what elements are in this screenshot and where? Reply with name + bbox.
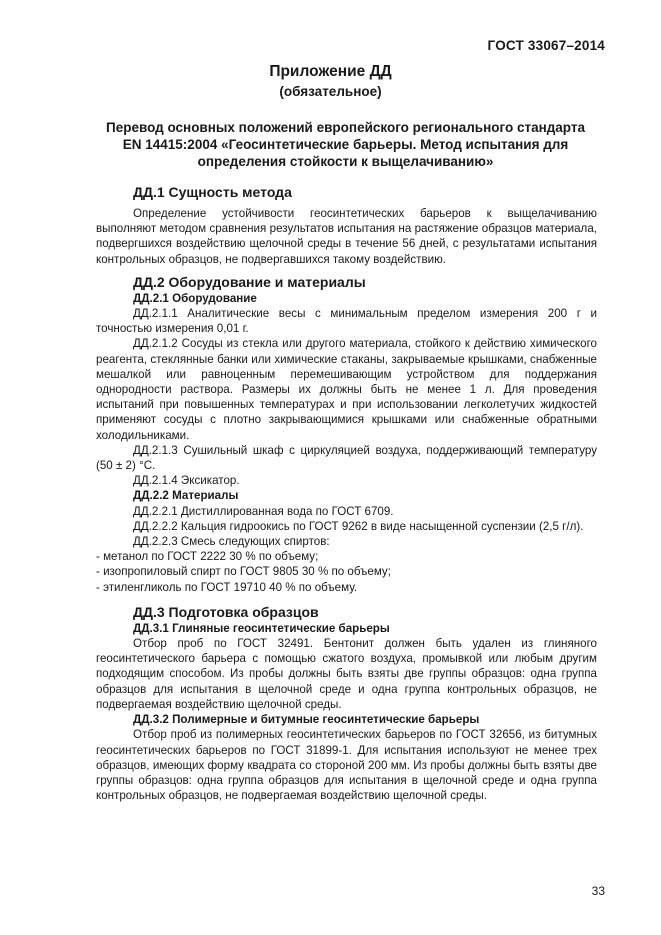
document-title: Перевод основных положений европейского регионального стандарта EN 14415:2004 «Геосинтетические барьеры. Метод испытания для определения стойкости к выщелачиванию» bbox=[105, 120, 585, 169]
paragraph: Определение устойчивости геосинтетических барьеров к выщелачиванию выполняют методом сравнения результатов испытания на растяжение образцов материала, подвергшихся воздействию щелочной среды в течение 56 дней, с результатами испытания контрольных образцов, не подвергавшихся такому воздействию. bbox=[96, 207, 597, 266]
appendix-title: Приложение ДД bbox=[269, 63, 392, 80]
paragraph: ДД.2.2.3 Смесь следующих спиртов: bbox=[133, 535, 330, 549]
paragraph: Отбор проб по ГОСТ 32491. Бентонит должен быть удален из глиняного геосинтетического барьера с помощью сжатого воздуха, промывкой или любым другим подходящим способом. Из пробы должны быть взяты две группы образцов: одна группа образцов для испытания в щелочной среде и одна группа контрольных образцов, не подвергаемая воздействию щелочной среды. bbox=[96, 637, 597, 711]
paragraph: Отбор проб из полимерных геосинтетических барьеров по ГОСТ 32656, из битумных геосинтетических барьеров по ГОСТ 31899-1. Для испытания используют не менее трех образцов, имеющих форму квадрата со стороной 200 мм. Из пробы должны быть взяты две группы образцов: одна группа образцов для испытания в щелочной среде и одна группа контрольных образцов, не подвергаемая воздействию щелочной среды. bbox=[96, 728, 597, 803]
list-item: - этиленгликоль по ГОСТ 19710 40 % по объему. bbox=[96, 580, 358, 594]
subsection-heading: ДД.2.1 Оборудование bbox=[133, 291, 257, 305]
section-heading-3: ДД.3 Подготовка образцов bbox=[133, 603, 319, 620]
appendix-subtitle: (обязательное) bbox=[279, 84, 382, 99]
paragraph: ДД.2.1.2 Сосуды из стекла или другого материала, стойкого к действию химического реагента, стеклянные банки или химические стаканы, закрываемые крышками, снабженные мешалкой или равноценным перемешивающим устройством для поддержания однородности раствора. Размеры их должны быть не менее 1 л. Для проведения испытаний при повышенных температурах и при использовании легколетучих жидкостей применяют сосуды с плотно закрывающимися крышками или снабженные обратными холодильниками. bbox=[96, 337, 597, 442]
page-number: 33 bbox=[591, 884, 605, 898]
paragraph: ДД.2.1.4 Эксикатор. bbox=[133, 474, 240, 488]
paragraph: ДД.2.2.2 Кальция гидроокись по ГОСТ 9262 в виде насыщенной суспензии (2,5 г/л). bbox=[133, 519, 584, 533]
subsection-heading: ДД.3.1 Глиняные геосинтетические барьеры bbox=[133, 621, 390, 635]
list-item: - метанол по ГОСТ 2222 30 % по объему; bbox=[96, 550, 319, 564]
paragraph: ДД.2.2.1 Дистиллированная вода по ГОСТ 6709. bbox=[133, 504, 394, 518]
list-item: - изопропиловый спирт по ГОСТ 9805 30 % по объему; bbox=[96, 565, 391, 579]
section-heading-2: ДД.2 Оборудование и материалы bbox=[133, 273, 366, 290]
document-body bbox=[96, 183, 597, 803]
subsection-heading: ДД.2.2 Материалы bbox=[133, 489, 239, 503]
section-heading-1: ДД.1 Сущность метода bbox=[133, 184, 292, 200]
subsection-heading: ДД.3.2 Полимерные и битумные геосинтетические барьеры bbox=[133, 713, 480, 727]
standard-header: ГОСТ 33067–2014 bbox=[487, 38, 605, 53]
paragraph: ДД.2.1.1 Аналитические весы с минимальным пределом измерения 200 г и точностью измерения 0,01 г. bbox=[96, 307, 597, 336]
paragraph: ДД.2.1.3 Сушильный шкаф с циркуляцией воздуха, поддерживающий температуру (50 ± 2) °С. bbox=[96, 443, 597, 473]
